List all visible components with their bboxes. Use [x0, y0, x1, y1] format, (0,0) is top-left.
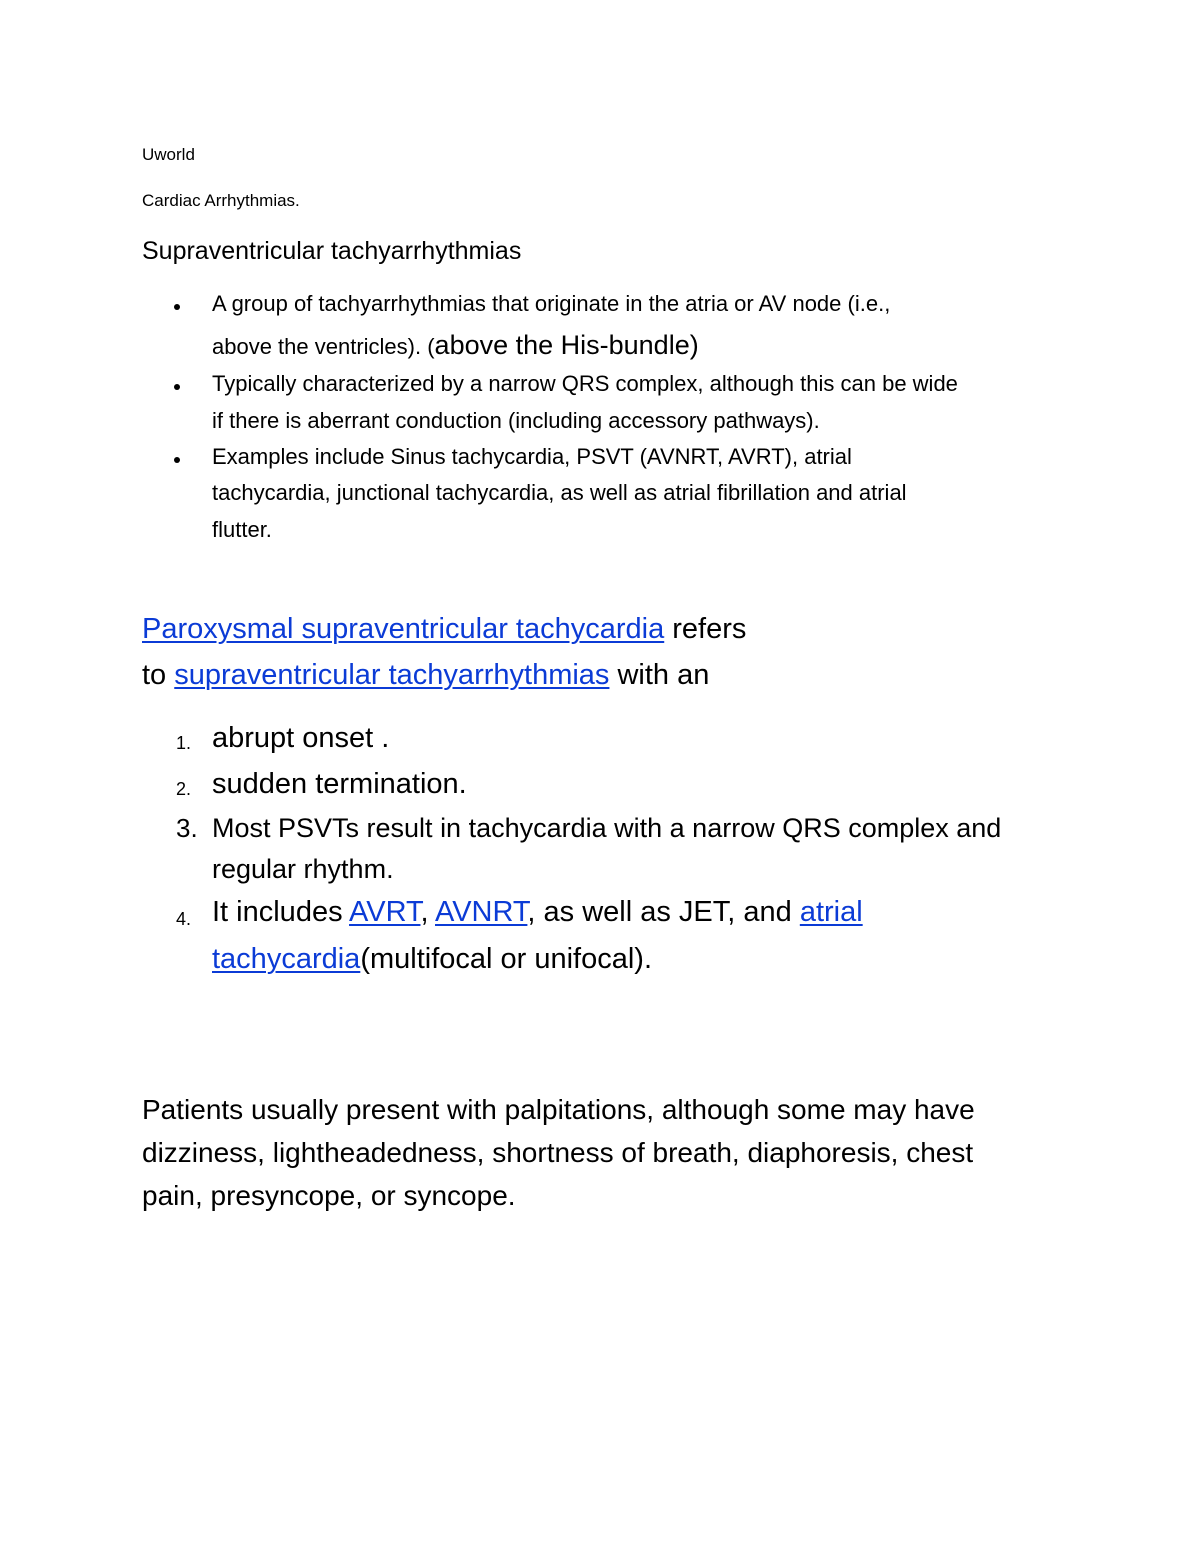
item-3-line-1: Most PSVTs result in tachycardia with a narrow QRS complex and	[212, 813, 1002, 843]
item-1-number: 1.	[176, 733, 192, 753]
bullet-1-line-1: A group of tachyarrhythmias that originate in the atria or AV node (i.e.,	[212, 291, 891, 316]
bullet-2-line-2: if there is aberrant conduction (including accessory pathways).	[212, 408, 820, 433]
psvt-definition-line-1	[142, 615, 746, 644]
patients-line-3: pain, presyncope, or syncope.	[142, 1180, 516, 1211]
bullet-1-text-b: above the His-bundle)	[434, 330, 699, 360]
source-label: Uworld	[142, 145, 195, 164]
bullet-1-dot	[174, 304, 180, 310]
bullet-2-line-1: Typically characterized by a narrow QRS complex, although this can be wide	[212, 371, 958, 396]
psvt-text-refers: refers	[664, 613, 747, 645]
svt-link[interactable]: supraventricular tachyarrhythmias	[174, 659, 610, 691]
patients-line-1: Patients usually present with palpitations, although some may have	[142, 1094, 975, 1125]
bullet-3-line-2: tachycardia, junctional tachycardia, as well as atrial fibrillation and atrial	[212, 480, 907, 505]
avnrt-link[interactable]: AVNRT	[435, 896, 528, 928]
bullet-3-line-1: Examples include Sinus tachycardia, PSVT (AVNRT, AVRT), atrial	[212, 444, 852, 469]
topic-label: Cardiac Arrhythmias.	[142, 191, 300, 210]
psvt-definition-line-2	[142, 661, 709, 690]
psvt-text-with: with an	[609, 659, 710, 691]
psvt-link[interactable]: Paroxysmal supraventricular tachycardia	[142, 613, 665, 645]
section-heading: Supraventricular tachyarrhythmias	[142, 237, 522, 265]
bullet-1-line-2	[212, 332, 699, 359]
patients-line-2: dizziness, lightheadedness, shortness of breath, diaphoresis, chest	[142, 1137, 974, 1168]
bullet-3-dot	[174, 457, 180, 463]
atrial-tachycardia-link-part-2[interactable]: tachycardia	[212, 943, 361, 975]
item-3-number: 3.	[176, 813, 198, 843]
avrt-link[interactable]: AVRT	[349, 896, 421, 928]
item-1-text: abrupt onset .	[212, 722, 390, 754]
psvt-text-to: to	[142, 659, 175, 691]
item-4-number: 4.	[176, 909, 192, 929]
item-4-line-2	[212, 945, 652, 974]
item-4-line-1	[212, 898, 863, 927]
item-4-text-c: , as well as JET, and	[527, 896, 800, 928]
item-2-text: sudden termination.	[212, 768, 467, 800]
item-2-number: 2.	[176, 779, 192, 799]
item-4-text-b: ,	[420, 896, 435, 928]
bullet-3-line-3: flutter.	[212, 517, 272, 542]
atrial-tachycardia-link-part-1[interactable]: atrial	[799, 896, 863, 928]
item-4-text-d: (multifocal or unifocal).	[360, 943, 653, 975]
item-4-text-a: It includes	[212, 896, 350, 928]
bullet-1-text-a: above the ventricles). (	[212, 334, 435, 359]
item-3-line-2: regular rhythm.	[212, 854, 394, 884]
bullet-2-dot	[174, 384, 180, 390]
